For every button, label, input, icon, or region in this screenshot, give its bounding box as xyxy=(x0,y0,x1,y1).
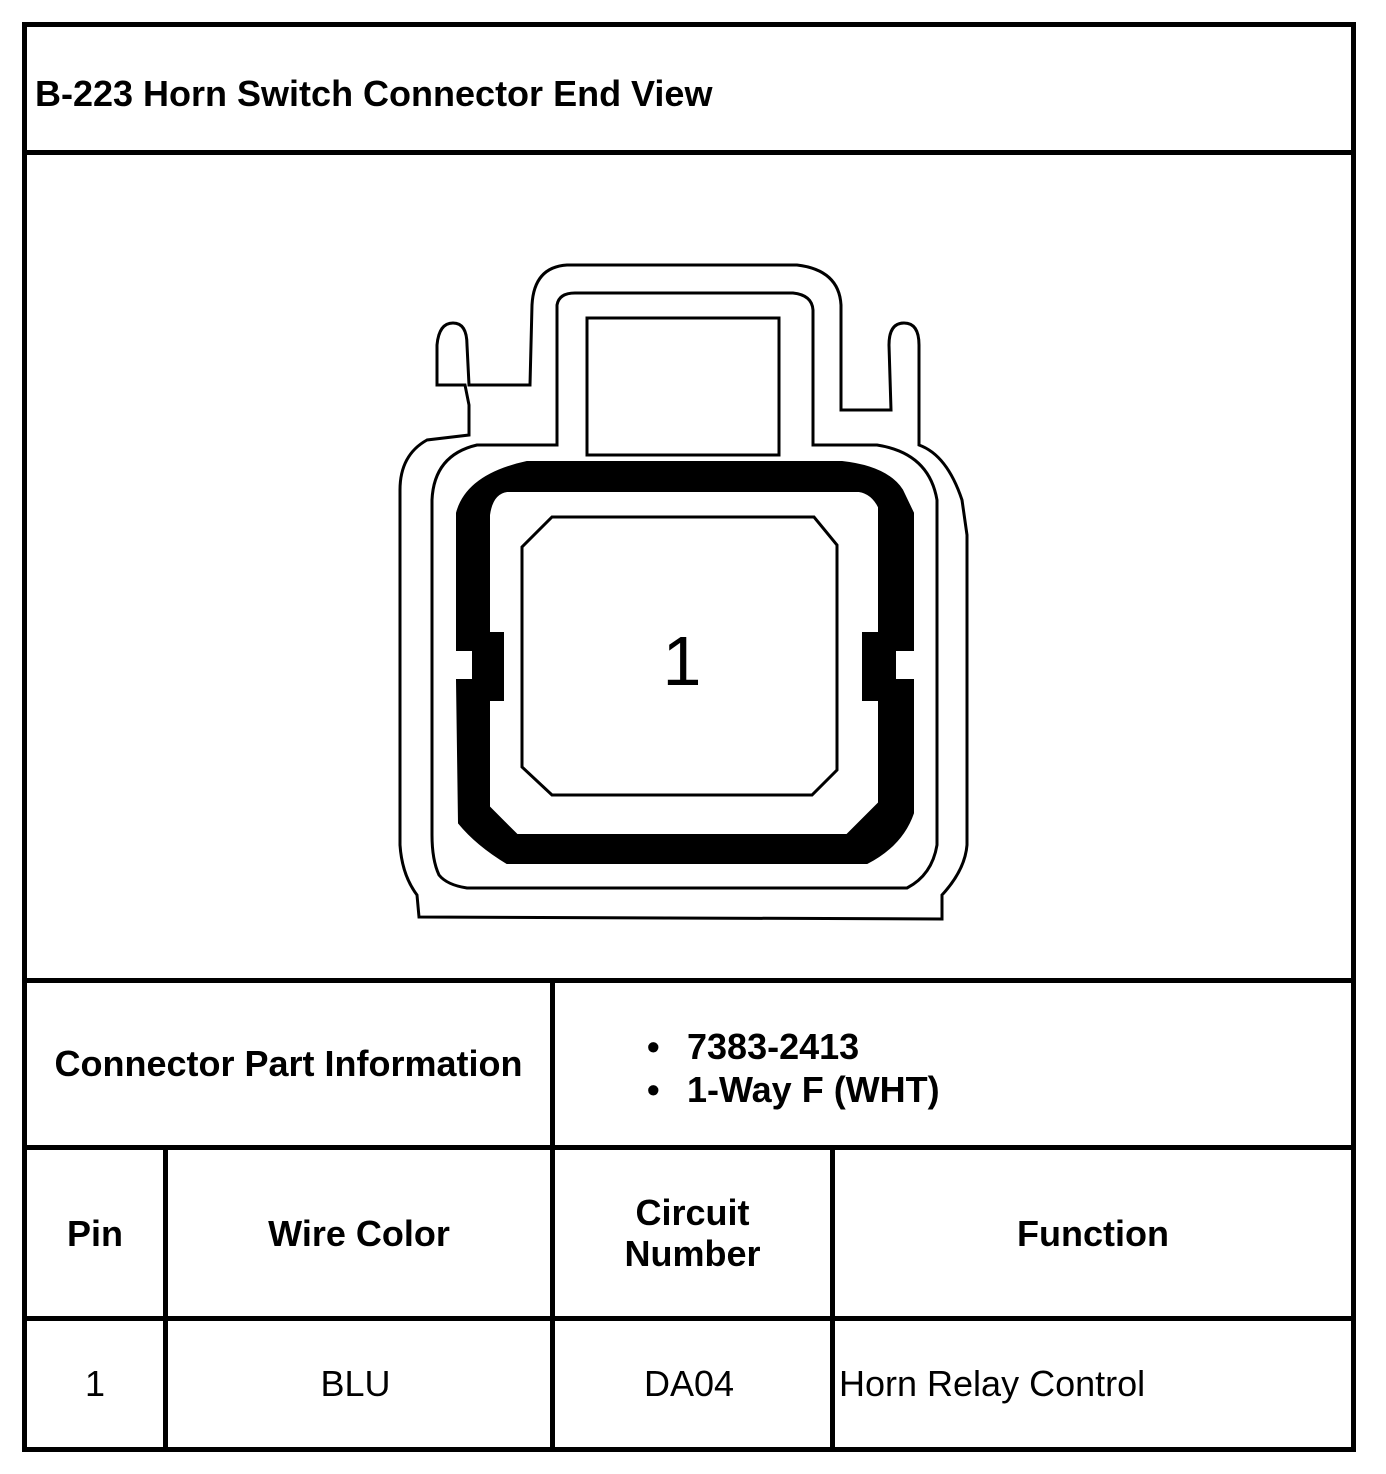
connector-end-view-drawing xyxy=(27,155,1351,978)
latch-tab xyxy=(587,318,779,455)
pin-table xyxy=(27,1150,1351,1447)
header-wire-color: Wire Color xyxy=(268,1212,450,1254)
connector-sheet xyxy=(22,22,1356,1452)
header-circuit-line2: Number xyxy=(624,1233,761,1274)
row-function: Horn Relay Control xyxy=(839,1363,1146,1404)
part-number: 7383-2413 xyxy=(687,1026,860,1067)
cavity-number-label: 1 xyxy=(662,622,702,700)
connector-type-item xyxy=(647,1068,940,1111)
connector-type: 1-Way F (WHT) xyxy=(687,1069,940,1110)
title-row xyxy=(27,27,1351,155)
part-info-row xyxy=(27,978,1351,1150)
connector-diagram xyxy=(27,155,1351,978)
header-pin: Pin xyxy=(66,1212,123,1254)
header-circuit-line1: Circuit xyxy=(635,1192,750,1233)
page-title: B-223 Horn Switch Connector End View xyxy=(35,73,713,114)
part-info-list xyxy=(647,1025,940,1111)
row-wire-color: BLU xyxy=(320,1363,391,1404)
row-circuit-number: DA04 xyxy=(643,1363,735,1404)
bullet: • xyxy=(647,1026,660,1067)
part-info-label: Connector Part Information xyxy=(27,983,555,1145)
bullet: • xyxy=(647,1069,660,1110)
row-pin: 1 xyxy=(84,1363,106,1404)
part-number-item xyxy=(647,1025,940,1068)
header-function: Function xyxy=(1017,1212,1169,1254)
header-circuit-number xyxy=(555,1150,830,1316)
